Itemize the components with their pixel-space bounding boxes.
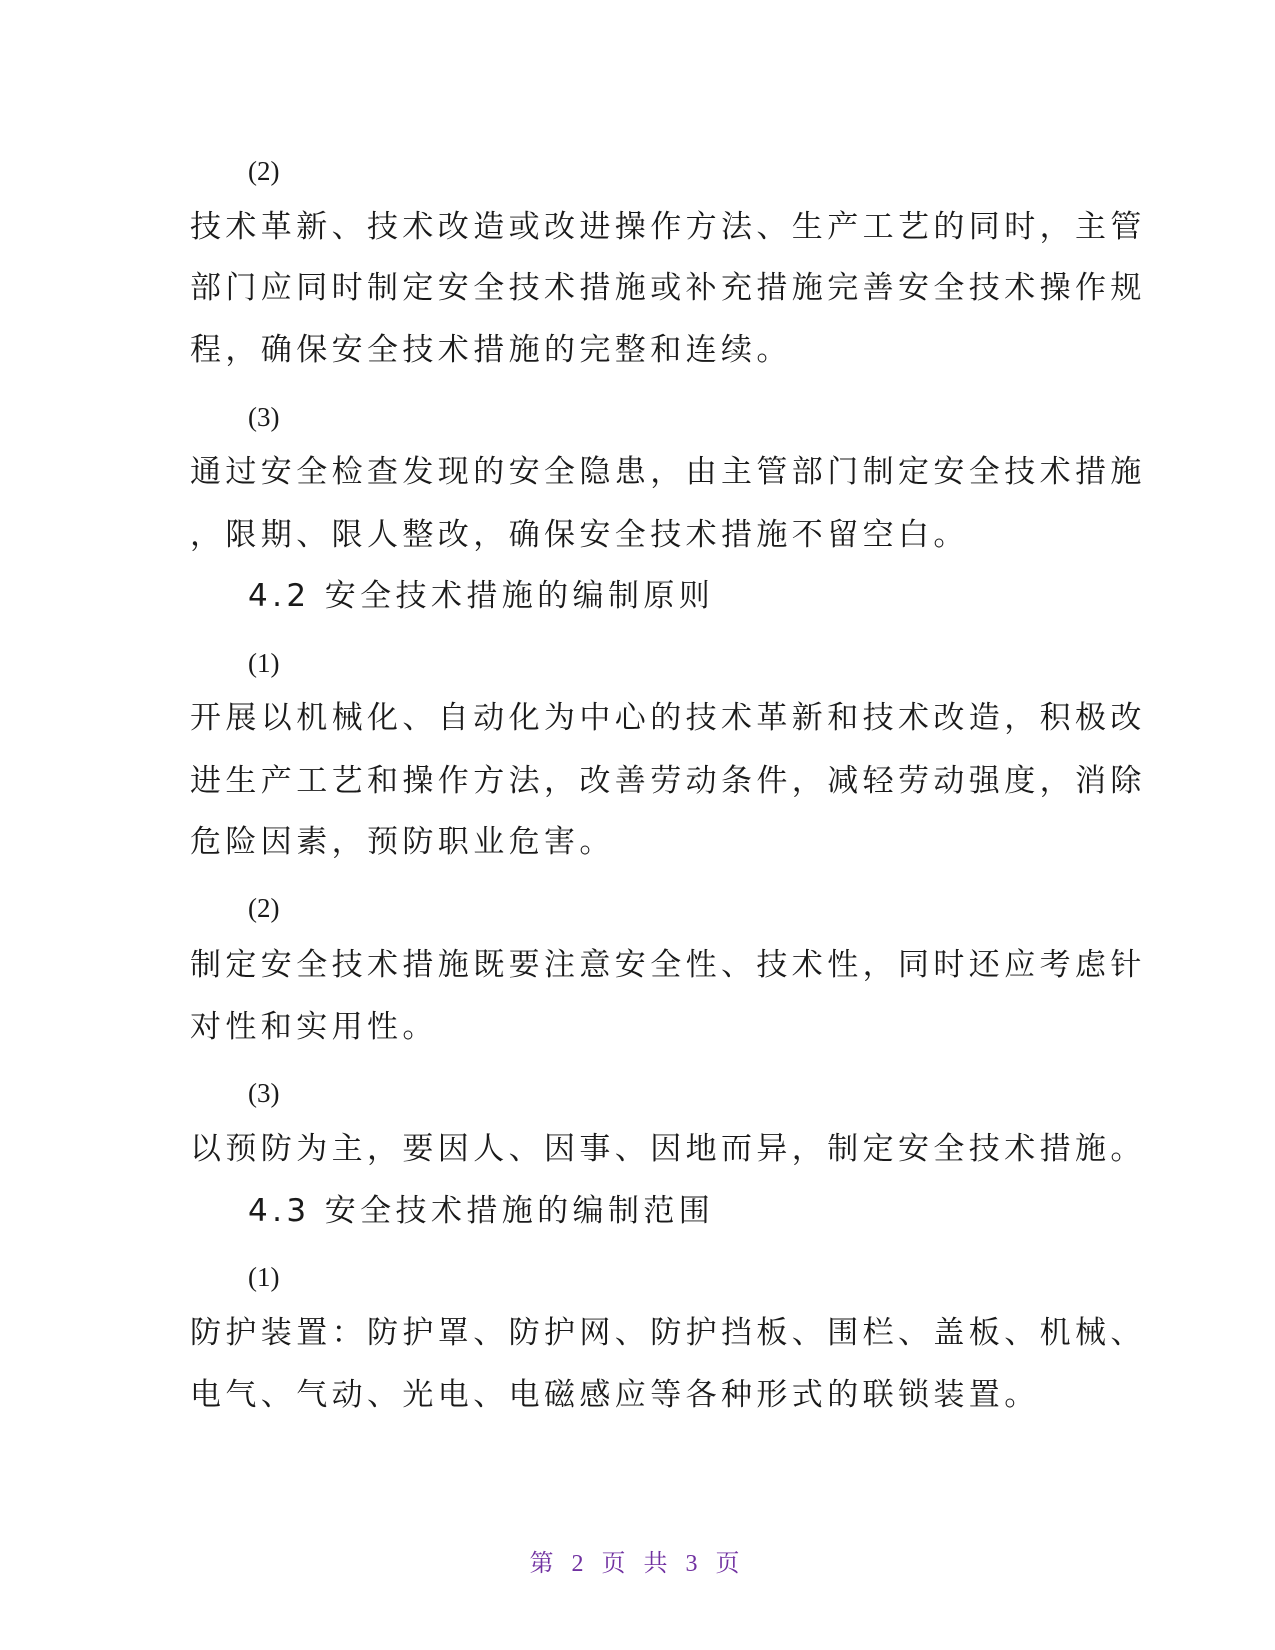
list-number: (2)	[248, 156, 280, 186]
paragraph-line: 以预防为主，要因人、因事、因地而异，制定安全技术措施。	[190, 1131, 1146, 1167]
paragraph-line: ，限期、限人整改，确保安全技术措施不留空白。	[190, 517, 969, 553]
paragraph-line: 通过安全检查发现的安全隐患，由主管部门制定安全技术措施	[190, 454, 1146, 490]
paragraph-line: 部门应同时制定安全技术措施或补充措施完善安全技术操作规	[190, 270, 1146, 306]
paragraph-line: 危险因素，预防职业危害。	[190, 824, 615, 860]
paragraph-line: 防护装置：防护罩、防护网、防护挡板、围栏、盖板、机械、	[190, 1315, 1146, 1351]
list-number: (3)	[248, 1078, 280, 1108]
list-number: (3)	[248, 402, 280, 432]
paragraph-line: 对性和实用性。	[190, 1009, 438, 1045]
section-heading: 4.2 安全技术措施的编制原则	[248, 578, 715, 614]
list-number: (1)	[248, 1262, 280, 1292]
paragraph-line: 制定安全技术措施既要注意安全性、技术性，同时还应考虑针	[190, 947, 1146, 983]
paragraph-line: 电气、气动、光电、电磁感应等各种形式的联锁装置。	[190, 1377, 1040, 1413]
paragraph-line: 技术革新、技术改造或改进操作方法、生产工艺的同时，主管	[190, 209, 1146, 245]
paragraph-line: 开展以机械化、自动化为中心的技术革新和技术改造，积极改	[190, 700, 1146, 736]
section-heading: 4.3 安全技术措施的编制范围	[248, 1193, 715, 1229]
list-number: (2)	[248, 893, 280, 923]
paragraph-line: 程，确保安全技术措施的完整和连续。	[190, 332, 792, 368]
list-number: (1)	[248, 648, 280, 678]
page-footer: 第 2 页 共 3 页	[529, 1551, 746, 1577]
paragraph-line: 进生产工艺和操作方法，改善劳动条件，减轻劳动强度，消除	[190, 763, 1146, 799]
